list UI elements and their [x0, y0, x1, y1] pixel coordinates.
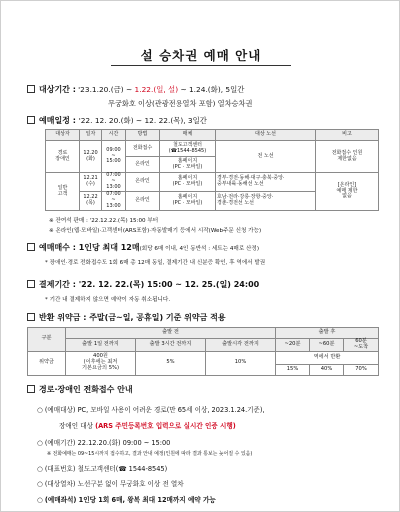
booking-limit-label: 예매매수 : — [39, 243, 79, 252]
booking-period-value: '22. 12. 20.(화) ~ 12. 22.(목), 3일간 — [78, 116, 207, 125]
table-header: ~60분 — [310, 339, 344, 352]
refund-line — [27, 312, 226, 323]
table-header: 출발 전 — [66, 328, 276, 339]
page-title: 설 승차권 예매 안내 — [140, 48, 262, 63]
booking-limit-sub: * 장애인·경로 전화접수도 1회 6매 총 12매 동일, 결제기간 내 신분증 확인, 후 역에서 발권 — [45, 260, 266, 266]
table-cell: 홈페이지 (PC · 모바일) — [160, 173, 216, 192]
title-underline — [111, 65, 291, 66]
table-cell: 12.22 (목) — [80, 192, 102, 211]
bullet-icon: ○ — [37, 480, 45, 488]
table-header: 시간 — [102, 130, 126, 141]
booking-limit-value: 1인당 최대 12매 — [78, 243, 140, 252]
table-cell: [온라인] 예매 제한 없음 — [316, 173, 379, 211]
table-cell: 홈페이지 (PC · 모바일) — [160, 192, 216, 211]
table-cell: 역에서 반환 — [276, 351, 379, 364]
checkbox-icon — [27, 313, 35, 321]
table-cell: 12.20 (화) — [80, 141, 102, 173]
bullet-icon: ○ — [37, 496, 45, 504]
table-header: 방법 — [126, 130, 160, 141]
table-cell: 09:00 ~ 15:00 — [102, 141, 126, 173]
table-header: 출발 후 — [276, 328, 379, 339]
payment-period-sub: * 기간 내 결제하지 않으면 예약이 자동 취소됩니다. — [45, 297, 171, 303]
table-header: 대상 노선 — [216, 130, 316, 141]
payment-period-label: 결제기간 : — [39, 280, 79, 289]
senior-item: ○ (예매기간) 22.12.20.(화) 09:00 ~ 15:00 — [37, 439, 171, 447]
bullet-icon: ○ — [37, 406, 45, 414]
table-cell: 전 노선 — [216, 141, 316, 173]
senior-section-title: 경로·장애인 전화접수 안내 — [39, 385, 133, 394]
target-period-line — [27, 84, 244, 95]
table-cell: 70% — [344, 364, 379, 375]
senior-item-note: ※ 전화예매는 09~15시까지 접수하고, 결과 안내 예정(인원에 따라 결과 통보는 늦어질 수 있음) — [47, 451, 253, 457]
table-cell: 온라인 — [126, 192, 160, 211]
table-cell: 위약금 — [28, 351, 66, 375]
table-cell: 15% — [276, 364, 310, 375]
table-cell: 전화접수 — [126, 141, 160, 157]
table-header: 출발 1일 전까지 — [66, 339, 136, 352]
table-cell: 경부·경전·동해·대구·충북·중앙· 중부내륙·동해선 노선 — [216, 173, 316, 192]
target-period-prefix: '23.1.20.(금) ~ — [78, 85, 135, 94]
table-cell: 10% — [206, 351, 276, 375]
booking-limit-line — [27, 242, 259, 253]
table-cell: 400원 (이후에는 최저 기본요금의 5%) — [66, 351, 136, 375]
table-header: 구분 — [28, 328, 66, 352]
table-cell: 온라인 — [126, 173, 160, 192]
booking-period-line — [27, 115, 207, 126]
senior-item: ○ (대표번호) 철도고객센터(☎ 1544-8545) — [37, 465, 168, 473]
senior-item: ○ (예매좌석) 1인당 1회 6매, 왕복 최대 12매까지 예약 가능 — [37, 496, 216, 504]
checkbox-icon — [27, 116, 35, 124]
table-cell: 전화접수 인원 제한없음 — [316, 141, 379, 173]
bullet-icon: ○ — [37, 439, 45, 447]
senior-item: 장애인 대상 (ARS 주민등록번호 입력으로 실시간 인증 시행) — [59, 422, 236, 430]
table-header: 출발시각 전까지 — [206, 339, 276, 352]
target-period-note: 무궁화호 이상(관광전용열차 포함) 열차승차권 — [108, 99, 253, 108]
table-cell: 호남·전라·강릉·장항·중앙· 경춘·경전선 노선 — [216, 192, 316, 211]
target-period-highlight: 1.22.(일, 설) — [134, 85, 179, 94]
payment-period-value: '22. 12. 22.(목) 15:00 ~ 12. 25.(일) 24:00 — [78, 280, 260, 289]
schedule-table — [45, 129, 379, 211]
table-header: 출발 3시간 전까지 — [136, 339, 206, 352]
table-header: 대상자 — [46, 130, 80, 141]
table-header: 비고 — [316, 130, 379, 141]
table-cell: 온라인 — [126, 157, 160, 173]
table-cell: 07:00 ~ 13:00 — [102, 173, 126, 192]
refund-label: 반환 위약금 : — [39, 313, 90, 322]
table-cell: 40% — [310, 364, 344, 375]
bullet-icon: ○ — [37, 465, 45, 473]
senior-item: ○ (예매대상) PC, 모바일 사용이 어려운 경로(만 65세 이상, 2023.1.24.기준), — [37, 406, 265, 414]
table-cell: 홈페이지 (PC · 모바일) — [160, 157, 216, 173]
checkbox-icon — [27, 243, 35, 251]
checkbox-icon — [27, 85, 35, 93]
table-header: 일자 — [80, 130, 102, 141]
table-cell: 일반 고객 — [46, 173, 80, 211]
booking-period-label: 예매일정 : — [39, 116, 79, 125]
table-cell: 철도고객센터 (☎1544-8545) — [160, 141, 216, 157]
table-header: 60분 ~도착 — [344, 339, 379, 352]
payment-period-line — [27, 279, 259, 290]
target-period-label: 대상기간 : — [39, 85, 76, 94]
senior-item: ○ (대상열차) 노선구분 없이 무궁화호 이상 전 열차 — [37, 480, 184, 488]
table-header: ~20분 — [276, 339, 310, 352]
checkbox-icon — [27, 385, 35, 393]
senior-section-heading — [27, 384, 133, 395]
table-cell: 12.21 (수) — [80, 173, 102, 192]
checkbox-icon — [27, 280, 35, 288]
booking-limit-detail: (회당 6매 이내, 4인 동반석 : 세트는 4매로 산정) — [139, 246, 259, 252]
table-cell: 07:00 ~ 13:00 — [102, 192, 126, 211]
note-line: ※ 온라인(웹·모바일)·고객센터(ARS포함)·자동발매기 등에서 시작(Web주문 신청 가능) — [49, 228, 262, 234]
table-cell: 경로 장애인 — [46, 141, 80, 173]
note-line: ※ 잔여석 판매 : '22.12.22.(목) 15:00 부터 — [49, 218, 159, 224]
refund-value: 주말(금~일, 공휴일) 기준 위약금 적용 — [89, 313, 226, 322]
table-header: 매체 — [160, 130, 216, 141]
table-cell: 5% — [136, 351, 206, 375]
refund-table — [27, 327, 379, 376]
target-period-suffix: ~ 1.24.(화), 5일간 — [178, 85, 245, 94]
